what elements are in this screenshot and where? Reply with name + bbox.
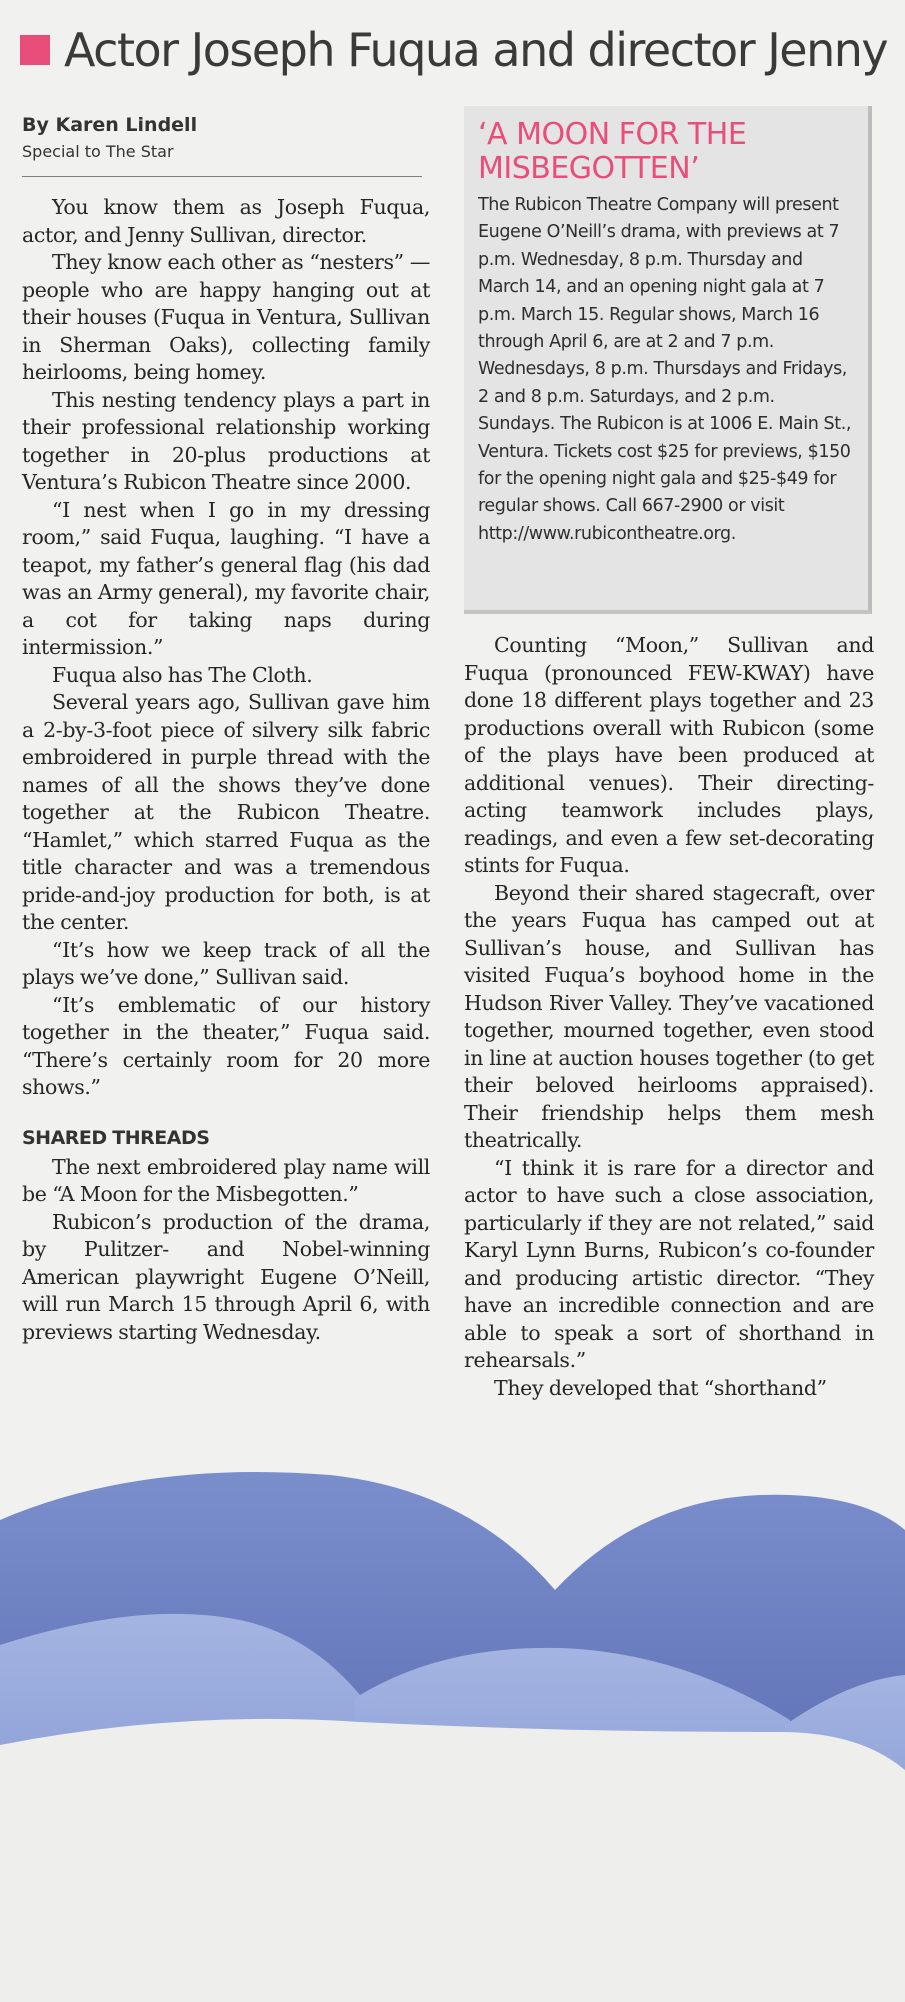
article-paragraph: You know them as Joseph Fuqua, actor, and Jenny Sullivan, director. bbox=[22, 195, 430, 247]
byline-role: Special to The Star bbox=[22, 142, 174, 161]
info-sidebar bbox=[464, 106, 872, 614]
article-paragraph: Counting “Moon,” Sullivan and Fuqua (pronounced FEW-KWAY) have done 18 different plays together and 23 productions overall with Rubicon (some of the plays have been produced at additional venues). Their directing-acting teamwork includes plays, readings, and even a few set-decorating stints for Fuqua. bbox=[464, 633, 874, 877]
headline-square-icon bbox=[20, 35, 50, 65]
sidebar-title: ‘A MOON FOR THE MISBEGOTTEN’ bbox=[478, 117, 747, 186]
article-paragraph: “I nest when I go in my dressing room,” said Fuqua, laughing. “I have a teapot, my father’s general flag (his dad was an Army general), my favorite chair, a cot for taking naps during intermission.” bbox=[22, 497, 430, 659]
article-paragraph: The next embroidered play name will be “A Moon for the Misbegotten.” bbox=[22, 1154, 430, 1206]
headline-text: Actor Joseph Fuqua and director Jenny bbox=[64, 23, 888, 77]
byline-divider bbox=[22, 176, 422, 177]
section-subhead: SHARED THREADS bbox=[22, 1126, 210, 1149]
wave-front bbox=[0, 1719, 905, 2002]
article-paragraph: “It’s emblematic of our history together in the theater,” Fuqua said. “There’s certainly room for 20 more shows.” bbox=[22, 992, 430, 1099]
article-paragraph: Rubicon’s production of the drama, by Pulitzer- and Nobel-winning American playwright Eugene O’Neill, will run March 15 through April 6, with previews starting Wednesday. bbox=[22, 1209, 430, 1344]
article-paragraph: “It’s how we keep track of all the plays we’ve done,” Sullivan said. bbox=[22, 937, 430, 989]
article-paragraph: “I think it is rare for a director and actor to have such a close association, particularly if they are not related,” said Karyl Lynn Burns, Rubicon’s co-founder and producing artistic director. “They have an incredible connection and are able to speak a sort of shorthand in rehearsals.” bbox=[464, 1155, 874, 1372]
article-paragraph: Fuqua also has The Cloth. bbox=[52, 662, 313, 687]
article-paragraph: They developed that “shorthand” bbox=[494, 1375, 827, 1400]
blue-wave-illustration bbox=[0, 1470, 905, 2002]
byline-author: By Karen Lindell bbox=[22, 114, 198, 136]
article-paragraph: They know each other as “nesters” — people who are happy hanging out at their houses (Fuqua in Ventura, Sullivan in Sherman Oaks), collecting family heirlooms, being homey. bbox=[22, 250, 430, 384]
sidebar-body: The Rubicon Theatre Company will present Eugene O’Neill’s drama, with previews at 7 p.m. Wednesday, 8 p.m. Thursday and March 14, and an opening night gala at 7 p.m. March 15. Regular shows, March 16 through April 6, are at 2 and 7 p.m. Wednesdays, 8 p.m. Thursdays and Fridays, 2 and 8 p.m. Saturdays, and 2 p.m. Sundays. The Rubicon is at 1006 E. Main St., Ventura. Tickets cost $25 for previews, $150 for the opening night gala and $25-$49 for regular shows. Call 667-2900 or visit http://www.rubicontheatre.org. bbox=[478, 195, 852, 544]
right-column bbox=[464, 632, 874, 1402]
article-paragraph: This nesting tendency plays a part in their professional relationship working together in 20-plus productions at Ventura’s Rubicon Theatre since 2000. bbox=[22, 387, 430, 494]
headline bbox=[20, 18, 900, 82]
left-column bbox=[22, 194, 430, 1346]
article-paragraph: Several years ago, Sullivan gave him a 2-by-3-foot piece of silvery silk fabric embroidered in purple thread with the names of all the shows they’ve done together at the Rubicon Theatre. “Hamlet,” which starred Fuqua as the title character and was a tremendous pride-and-joy production for both, is at the center. bbox=[22, 690, 430, 934]
article-paragraph: Beyond their shared stagecraft, over the years Fuqua has camped out at Sullivan’s house, and Sullivan has visited Fuqua’s boyhood home in the Hudson River Valley. They’ve vacationed together, mourned together, even stood in line at auction houses together (to get their beloved heirlooms appraised). Their friendship helps them mesh theatrically. bbox=[464, 880, 874, 1152]
